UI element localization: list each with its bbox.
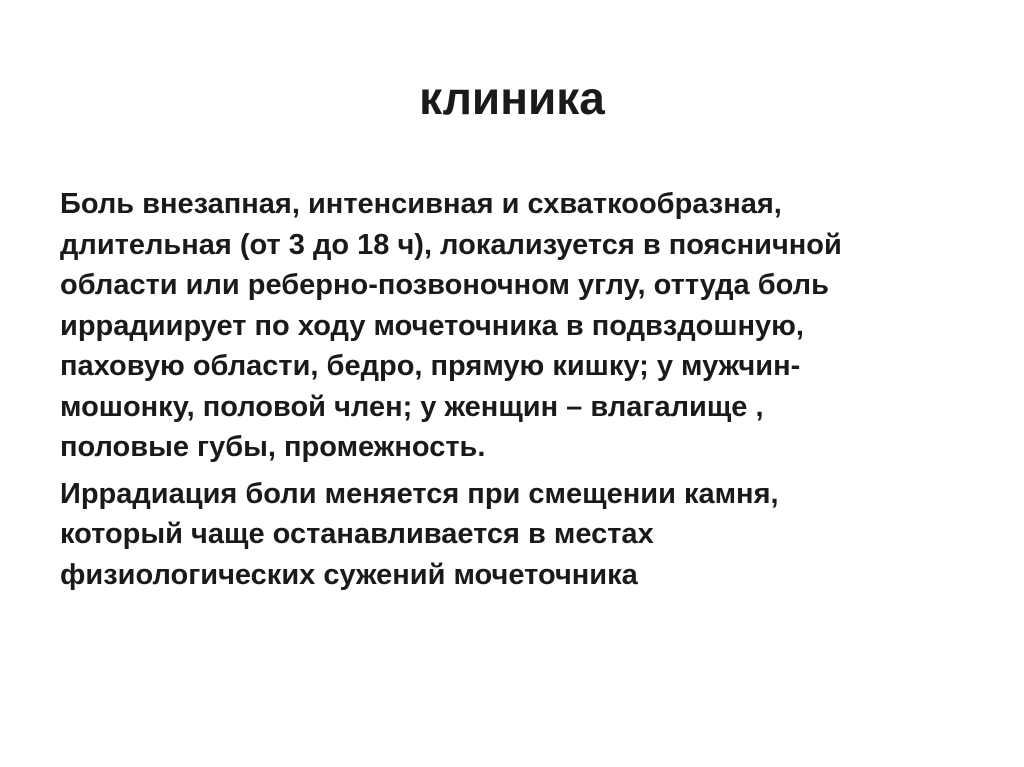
- slide-body: [60, 184, 980, 601]
- slide-title: клиника: [419, 72, 605, 124]
- paragraph-pain-description: Боль внезапная, интенсивная и схваткообразная, длительная (от 3 до 18 ч), локализуется в поясничной области или реберно-позвоночном углу, оттуда боль иррадиирует по ходу мочеточника в подвздошную, паховую области, бедро, прямую кишку; у мужчин- мошонку, половой член; у женщин – влагалище , половые губы, промежность.: [60, 188, 842, 463]
- paragraph-irradiation: Иррадиация боли меняется при смещении камня, который чаще останавливается в местах физиологических сужений мочеточника: [60, 477, 779, 591]
